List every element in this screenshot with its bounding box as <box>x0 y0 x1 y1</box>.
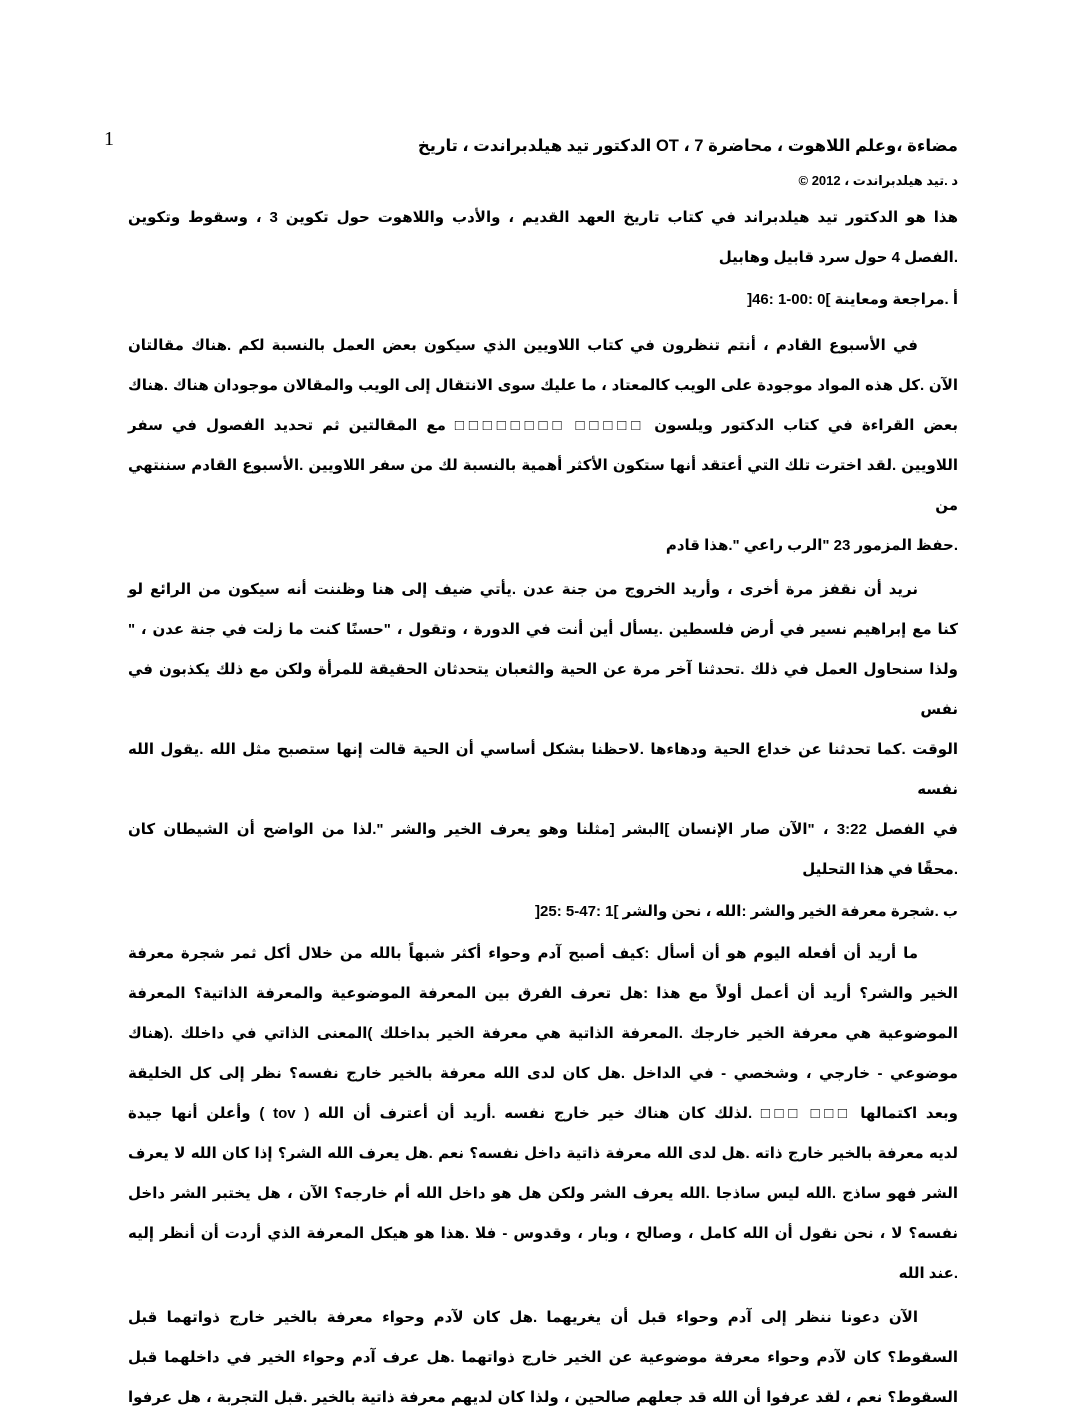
paragraph-line: موضوعي - خارجي ، وشخصي - في الداخل .هل كان لدى الله معرفة بالخير خارج نفسه؟ نظر إلى كل الخليقة <box>128 1065 958 1082</box>
paragraph-line: ولذا سنحاول العمل في ذلك .تحدثنا آخر مرة عن الحية والثعبان يتحدثان الحقيقة للمرأة ولكن مع ذلك يكذبون في نفس <box>128 661 958 718</box>
paragraph-line: الآن دعونا ننظر إلى آدم وحواء قبل أن يغريهما .هل كان لآدم وحواء معرفة بالخير خارج ذواتهما قبل <box>128 1309 918 1326</box>
section-heading-b: ب .شجرة معرفة الخير والشر :الله ، نحن والشر ]1 :47-5 :25[ <box>535 903 958 920</box>
document-title: مضاءة ،وعلم اللاهوت ، محاضرة 7 ، OT الدكتور تيد هيلدبراندت ، تاريخ <box>417 137 958 155</box>
intro-line: .الفصل 4 حول سرد قابيل وهابيل <box>718 249 958 266</box>
paragraph-line: نريد أن نقفز مرة أخرى ، وأريد الخروج من جنة عدن .يأتي ضيف إلى هنا وظننت أنه سيكون من الرائع لو <box>128 581 918 598</box>
paragraph-line: لديه معرفة بالخير خارج ذاته .هل لدى الله معرفة ذاتية داخل نفسه؟ نعم .هل يعرف الله الشر؟ إذا كان الله لا يعرف <box>128 1145 958 1162</box>
paragraph-line: في الأسبوع القادم ، أنتم تنظرون في كتاب اللاويين الذي سيكون بعض العمل بالنسبة لكم .هناك مقالتان <box>128 337 918 354</box>
paragraph-2 <box>128 570 958 890</box>
paragraph-4 <box>128 1298 958 1418</box>
paragraph-line: الخير والشر؟ أريد أن أعمل أولاً مع هذا :هل تعرف الفرق بين المعرفة الموضوعية والمعرفة الذاتية؟ المعرفة <box>128 985 958 1002</box>
paragraph-line: اللاويين .لقد اخترت تلك التي أعتقد أنها ستكون الأكثر أهمية بالنسبة لك من سفر اللاويين .الأسبوع القادم سننتهي من <box>128 457 958 514</box>
paragraph-line: الآن .كل هذه المواد موجودة على الويب كالمعتاد ، ما عليك سوى الانتقال إلى الويب والمقالان موجودان هناك .هناك <box>128 377 958 394</box>
paragraph-line: بعض القراءة في كتاب الدكتور ويلسون □□□□□ □□□□□□□□ مع المقالتين ثم تحديد الفصول في سفر <box>128 417 958 434</box>
paragraph-line: .حفظ المزمور 23 "الرب راعي ".هذا قادم <box>665 537 958 554</box>
paragraph-3 <box>128 934 958 1294</box>
paragraph-line: ما أريد أن أفعله اليوم هو أن أسأل :كيف أصبح آدم وحواء أكثر شبهاً بالله من خلال أكل ثمر شجرة معرفة <box>128 945 918 962</box>
page-number: 1 <box>104 128 114 150</box>
paragraph-line: الوقت .كما تحدثنا عن خداع الحية ودهاءها .لاحظنا بشكل أساسي أن الحية قالت إنها ستصبح مثل الله .يقول الله نفسه <box>128 741 958 798</box>
paragraph-line: الشر فهو ساذج .الله ليس ساذجا .الله يعرف الشر ولكن هل هو داخل الله أم خارجه؟ الآن ، هل يختبر الشر داخل <box>128 1185 958 1202</box>
paragraph-line: نفسه؟ لا ، نحن نقول أن الله كامل ، وصالح ، وبار ، وقدوس - فلا .هذا هو هيكل المعرفة الذي أردت أن أنظر إليه <box>128 1225 958 1242</box>
paragraph-line: وبعد اكتمالها □□□ □□□ .لذلك كان هناك خير خارج نفسه .أريد أن أعترف أن الله ( tov ) وأعلن أنها جيدة <box>128 1105 958 1122</box>
paragraph-line: كنا مع إبراهيم نسير في أرض فلسطين .يسأل أين أنت في الدورة ، وتقول ، "حسنًا كنت ما زلت في جنة عدن ، " <box>128 621 958 638</box>
copyright-line: د .تيد هيلدبراندت ، 2012 © <box>798 173 958 188</box>
intro-line: هذا هو الدكتور تيد هيلدبراند في كتاب تاريخ العهد القديم ، والأدب واللاهوت حول تكوين 3 ، وسقوط وتكوين <box>128 209 958 226</box>
paragraph-line: .محقًا في هذا التحليل <box>802 861 958 878</box>
paragraph-1 <box>128 326 958 566</box>
paragraph-line: السقوط؟ نعم ، لقد عرفوا أن الله قد جعلهم صالحين ، ولذا كان لديهم معرفة ذاتية بالخير .قبل التجربة ، هل عرفوا <box>128 1389 958 1406</box>
document-body <box>128 128 958 1418</box>
paragraph-line: الموضوعية هي معرفة الخير خارجك .المعرفة الذاتية هي معرفة الخير بداخلك )المعنى الذاتي في داخلك .(هناك <box>128 1025 958 1042</box>
section-heading-a: أ .مراجعة ومعاينة ]0 :00-1 :46[ <box>747 291 958 308</box>
intro <box>128 198 958 278</box>
paragraph-line: السقوط؟ كان لآدم وحواء معرفة موضوعية عن الخير خارج ذواتهما .هل عرف آدم وحواء الخير في داخلهما قبل <box>128 1349 958 1366</box>
paragraph-line: في الفصل 3:22 ، "الآن صار الإنسان ]البشر [مثلنا وهو يعرف الخير والشر ".لذا من الواضح أن الشيطان كان <box>128 821 958 838</box>
paragraph-line: .عند الله <box>898 1265 958 1282</box>
